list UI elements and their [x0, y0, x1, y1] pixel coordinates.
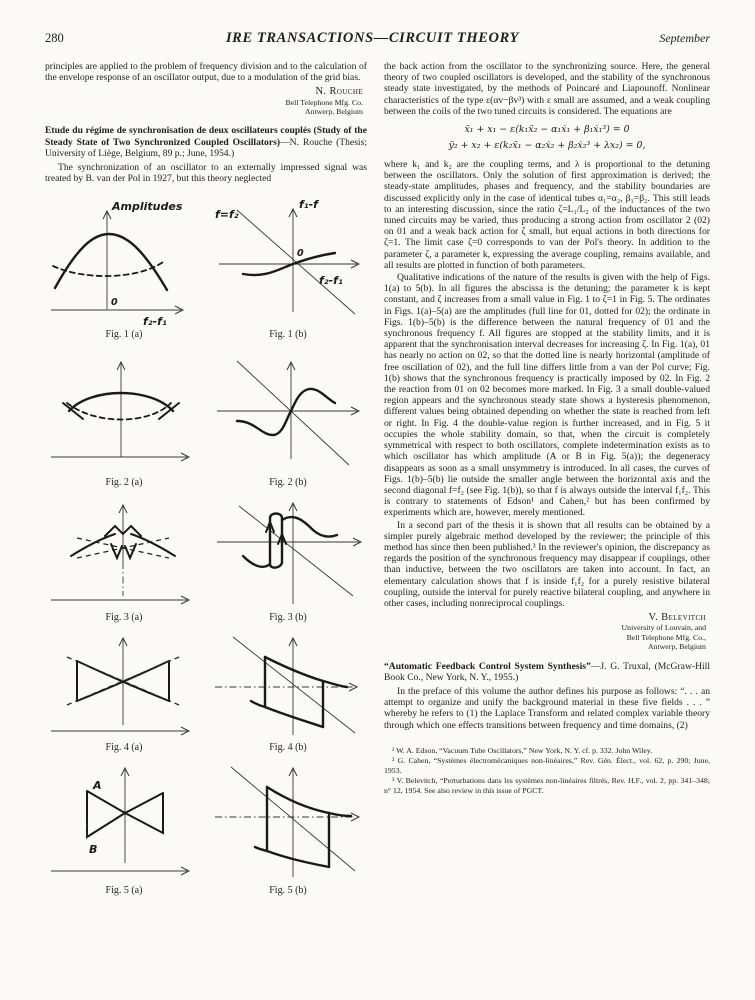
- next-review-title-rest: —J. G. Truxal, (McGraw-Hill Book Co., New York, N. Y., 1955.): [384, 660, 710, 683]
- journal-title: IRE TRANSACTIONS—CIRCUIT THEORY: [225, 30, 520, 46]
- figure-1a: [45, 192, 203, 340]
- fig4b-plot: [213, 635, 363, 740]
- next-review-title-bold: “Automatic Feedback Control System Synthesis”: [384, 660, 591, 672]
- figures-grid: [45, 192, 367, 896]
- right-column: [384, 61, 710, 896]
- page-number: 280: [45, 31, 64, 45]
- equation-block: [384, 122, 710, 154]
- body-paragraph-2: where k₁ and k₂ are the coupling terms, and λ is proportional to the detuning between the oscillators. Only the solution of first approximation is derived; the steady-state amplitudes, phases and frequency, and the stability boundaries are discussed explicitly only in the case of identical tubes α₁=α₂, β₁=β₂. This still leads to an interesting discussion, since the ratio ζ=L₁/L₂ of the inductances of the two tuned circuits may be varied, thus producing a strong action from oscillator 2 (02) on 01 and a weak back action for ζ small, but equal actions in both directions for ζ=1. The limit case ζ=0 corresponds to van der Pol's theory. In addition to the parameter ζ, a parameter k, expressing the average coupling, remains available, and all results are plotted in function of both parameters.: [384, 159, 710, 271]
- equation-2: ÿ₂ + x₂ + ε(k₂ẍ₁ − α₂ẋ₂ + β₂ẋ₂³ + λx₂) = 0,: [448, 140, 646, 152]
- fig2a-plot: [49, 353, 199, 475]
- fig5a-label-a: A: [93, 779, 102, 793]
- footnote-2: ² G. Cahen, “Systèmes électromécaniques non-linéaires,” Rev. Gén. Élect., vol. 62, p. 290; June, 1953.: [384, 755, 710, 775]
- signature-block-belevitch: [384, 612, 706, 651]
- figure-caption: Fig. 5 (b): [269, 885, 307, 897]
- body-paragraph-4: In a second part of the thesis it is shown that all results can be obtained by a simpler purely algebraic method developed by the reviewer; the principle of this method has since then been published.³ In the reviewer's opinion, the discrepancy as regards the position of the synchronous frequency may disappear if couplings, other than inductive, between the two oscillators are taken into account. In fact, an elementary calculation shows that f is inside f₁f₂ for a purely resistive bilateral coupling, outside the interval for purely reactive bilateral coupling, and anywhere in other cases, including nonreciprocal couplings.: [384, 519, 710, 609]
- fig1b-ylabel: f₁-f: [299, 198, 318, 212]
- figure-caption: Fig. 4 (b): [269, 742, 307, 754]
- figure-caption: Fig. 2 (a): [105, 476, 143, 488]
- figure-caption: Fig. 2 (b): [269, 476, 307, 488]
- fig3b-plot: [213, 500, 363, 610]
- continued-paragraph: principles are applied to the problem of frequency division and to the calculation of the envelope response of an oscillator output, due to a modulation of the grid bias.: [45, 61, 367, 84]
- figure-3a: [45, 500, 203, 623]
- review-title-bold: Etude du régime de synchronisation de deux oscillateurs couplés (Study of the Steady State of Two Synchronized Coupled Oscillators): [45, 125, 367, 148]
- footnote-1: ¹ W. A. Edson, “Vacuum Tube Oscillators,” New York, N. Y. cf. p. 332. John Wiley.: [392, 745, 653, 755]
- figure-2a: [45, 353, 203, 488]
- figure-2b: [209, 353, 367, 488]
- reviewer-location: Antwerp, Belgium: [647, 642, 706, 652]
- fig1a-xlabel: f₂-f₁: [143, 315, 167, 328]
- fig1b-plot: [213, 192, 363, 327]
- signature-block-rouche: [45, 86, 363, 116]
- review-title: [45, 125, 367, 159]
- figure-1b: [209, 192, 367, 340]
- equation-1: ẍ₁ + x₁ − ε(k₁ẍ₂ − α₁ẋ₁ + β₁ẋ₁³) = 0: [464, 124, 630, 136]
- fig5a-plot: [49, 765, 199, 883]
- fig4a-plot: [49, 635, 199, 740]
- figure-5b: [209, 765, 367, 896]
- fig1a-ylabel: Amplitudes: [112, 200, 183, 214]
- fig1a-plot: [49, 192, 199, 327]
- figure-caption: Fig. 1 (a): [105, 329, 143, 341]
- figure-caption: Fig. 1 (b): [269, 329, 307, 341]
- body-paragraph-1: the back action from the oscillator to the synchronizing source. Here, the general theory of two coupled oscillators is developed, and the stability of the synchronous steady state investigated, by the methods of Poincaré and Liapounoff. Nonlinear characteristics of the type ε(αv−βv³) with ε small are assumed, and a weak coupling between the coils of the two tuned circuits is considered. The equations are: [384, 61, 710, 117]
- left-column: [45, 61, 367, 896]
- author-affiliation: Bell Telephone Mfg. Co.: [285, 97, 363, 107]
- fig2b-plot: [213, 353, 363, 475]
- figure-caption: Fig. 4 (a): [105, 742, 143, 754]
- body-paragraph-3: Qualitative indications of the nature of the results is given with the help of Figs. 1(a) to 5(b). In all figures the abscissa is the detuning; the parameter k is kept constant, and ζ increases from a small value in Fig. 1 to ζ=1 in Fig. 5. The ordinates in Figs. 1(a)–5(a) are the amplitudes (full line for 01, dotted for 02); the ordinate in Figs. 1(b)–5(b) is the difference between the natural frequency of 01 and the synchronous frequency f. All figures are stopped at the stability limits, and it is apparent that the synchronisation interval decreases for increasing ζ. In Fig. 1(a), 01 has nearly no action on 02, so that the dotted line is nearly horizontal (amplitude of free oscillation of 02), and the full line differs little from a van der Pol curve; Fig. 1(b) shows that the synchronous frequency is practically imposed by 02. In Fig. 2 the reaction from 01 on 02 becomes more marked. In Fig. 3 a small double-valued region appears and the synchronous steady state shows a hysteresis phenomenon, different values being obtained depending on whether the state is reached from left or right. In Fig. 4 the double-value region is further increased, and in Fig. 5 it occupies the whole stability domain, so that, when the circuit is completely symmetrical with respect to both oscillators, complete indetermination exists as to which oscillator has which amplitude (A or B in Fig. 5(a)); the degeneracy disappears as soon as a small unsymmetry is introduced. In all cases, the curves of Figs. 1(b)–5(b) lie outside the smaller angle between the horizontal axis and the second diagonal f=f₂ (see Fig. 1(b)), so that f is always outside the interval f₁f₂. This is contrary to statements of Edson¹ and Cahen,² but has been confirmed by experiments which are, however, merely mentioned.: [384, 272, 710, 519]
- reviewer-name: V. Belevitch: [648, 612, 706, 624]
- fig1b-xlabel: f₂-f₁: [319, 274, 343, 288]
- body-paragraph-5: In the preface of this volume the author defines his purpose as follows: “. . . an attempt to organize and unify the background material in these five fields . . . ” whereby he refers to (1) the Laplace Transform and related complex variable theory through which one effects transitions between frequency and time domains, (2): [384, 685, 710, 731]
- footnote-3: ³ V. Belevitch, “Perturbations dans les systèmes non-linéaires filtrés, Rev. H.F., vol. 2, pp. 341–348; n° 12, 1954. See also review in this issue of PGCT.: [384, 775, 710, 795]
- footnotes: [384, 746, 710, 796]
- fig1b-origin: 0: [297, 248, 304, 260]
- author-location: Antwerp, Belgium: [304, 107, 363, 117]
- fig5a-label-b: B: [89, 843, 98, 857]
- reviewer-affiliation-2: Bell Telephone Mfg. Co.,: [626, 632, 706, 642]
- figure-caption: Fig. 5 (a): [105, 885, 143, 897]
- next-review-title: [384, 661, 710, 683]
- figure-5a: [45, 765, 203, 896]
- figure-caption: Fig. 3 (b): [269, 611, 307, 623]
- author-name: N. Rouche: [315, 86, 363, 98]
- figure-4a: [45, 635, 203, 753]
- review-title-rest: —N. Rouche (Thesis; University of Liège, Belgium, 89 p.; June, 1954.): [45, 136, 367, 159]
- fig1b-diagonal-label: f=f₂: [215, 208, 239, 222]
- fig3a-plot: [49, 500, 199, 610]
- figure-4b: [209, 635, 367, 753]
- two-column-body: [0, 51, 755, 896]
- fig1a-origin: 0: [111, 297, 118, 309]
- reviewer-affiliation-1: University of Louvain, and: [621, 623, 706, 633]
- review-opening-paragraph: The synchronization of an oscillator to an externally impressed signal was treated by B. van der Pol in 1927, but this theory neglected: [45, 162, 367, 185]
- fig5b-plot: [213, 765, 363, 883]
- figure-3b: [209, 500, 367, 623]
- page-header: [0, 0, 755, 51]
- issue-month: September: [659, 31, 710, 45]
- figure-caption: Fig. 3 (a): [105, 611, 143, 623]
